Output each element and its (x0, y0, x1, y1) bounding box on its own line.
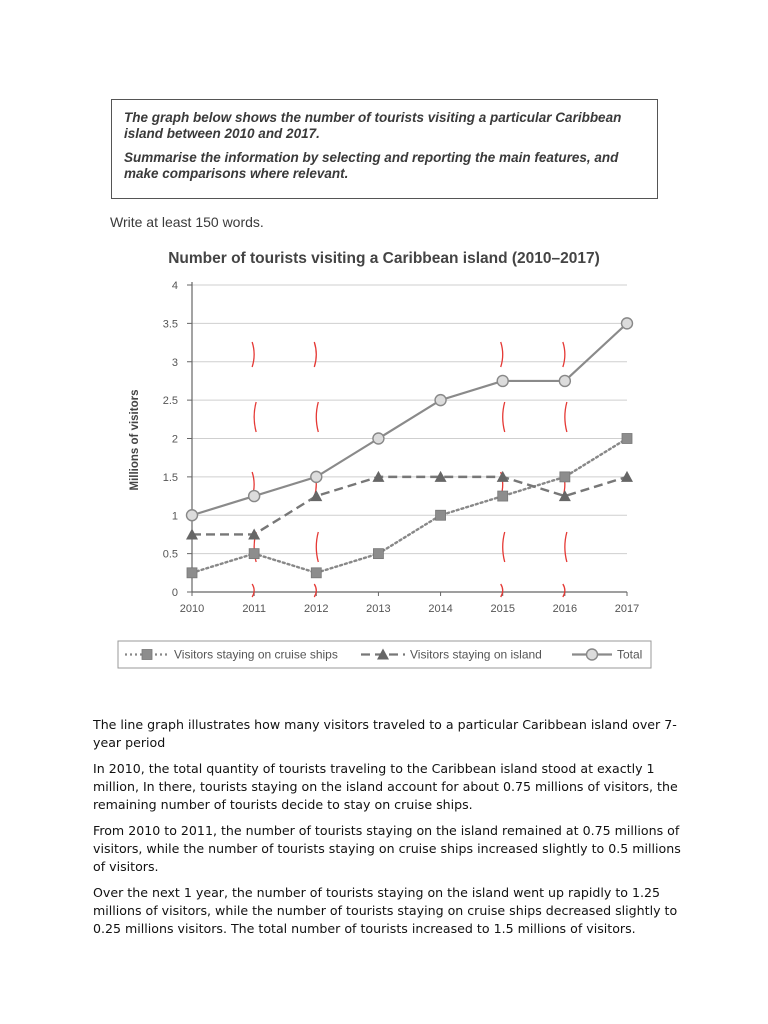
essay-paragraph: Over the next 1 year, the number of tourists staying on the island went up rapidly to 1.25 millions of visitors, while the number of tourists staying on cruise ships decreased slightly to 0.25 millions visitors. The total number of tourists increased to 1.5 millions of visitors. (93, 885, 678, 936)
x-tick-label: 2015 (490, 603, 515, 615)
series-line (192, 477, 627, 535)
task-prompt-box (111, 99, 658, 199)
annotation-mark (501, 584, 503, 597)
y-tick-label: 3.5 (162, 318, 178, 331)
data-point (622, 434, 632, 444)
data-point (311, 568, 321, 578)
chart-legend (118, 641, 651, 668)
data-point (559, 375, 570, 386)
x-tick-label: 2014 (428, 603, 453, 615)
data-point (373, 433, 384, 444)
data-point (311, 471, 322, 482)
data-point (187, 510, 198, 521)
task-description: The graph below shows the number of tourists visiting a particular Caribbean island between 2010 and 2017. (124, 110, 622, 141)
y-tick-label: 1 (171, 510, 178, 523)
data-point (310, 490, 322, 501)
series-line (192, 323, 627, 515)
data-point (436, 510, 446, 520)
annotation-mark (316, 402, 318, 432)
y-tick-label: 2 (171, 433, 178, 446)
data-point (373, 549, 383, 559)
data-point (587, 649, 598, 660)
annotation-mark (314, 584, 316, 597)
annotation-mark (563, 584, 565, 597)
data-point (249, 491, 260, 502)
data-point (142, 650, 152, 660)
annotation-mark (565, 402, 567, 432)
x-tick-label: 2013 (366, 603, 391, 615)
data-point (249, 549, 259, 559)
x-tick-label: 2016 (552, 603, 578, 615)
line-chart (0, 240, 768, 680)
annotation-mark (252, 342, 254, 367)
y-tick-label: 0 (171, 587, 178, 599)
annotation-mark (254, 402, 256, 432)
legend-label: Visitors staying on cruise ships (174, 647, 338, 662)
word-limit-note: Write at least 150 words. (110, 214, 264, 230)
y-tick-label: 0.5 (162, 548, 178, 561)
annotation-mark (565, 532, 567, 562)
annotation-mark (503, 402, 505, 432)
data-point (622, 318, 633, 329)
y-tick-label: 1.5 (162, 471, 178, 484)
data-point (497, 375, 508, 386)
essay-paragraph: The line graph illustrates how many visitors traveled to a particular Caribbean island over 7-year period (93, 717, 677, 750)
annotation-mark (501, 342, 503, 367)
annotation-mark (314, 342, 316, 367)
annotation-mark (316, 532, 318, 562)
data-point (435, 395, 446, 406)
data-point (498, 491, 508, 501)
axes (163, 280, 640, 615)
gridlines (192, 285, 627, 592)
x-tick-label: 2010 (179, 603, 205, 615)
chart-title: Number of tourists visiting a Caribbean island (2010–2017) (168, 250, 600, 267)
legend-label: Total (617, 647, 643, 662)
essay-paragraph: From 2010 to 2011, the number of tourists staying on the island remained at 0.75 millions of visitors, while the number of tourists staying on cruise ships increased slightly to 0.5 millions of visitors. (93, 823, 681, 874)
annotation-mark (503, 532, 505, 562)
annotation-mark (252, 584, 254, 597)
task-instructions: Summarise the information by selecting and reporting the main features, and make comparisons where relevant. (124, 150, 619, 181)
data-point (187, 568, 197, 578)
x-tick-label: 2012 (304, 603, 329, 615)
y-tick-label: 2.5 (162, 395, 178, 408)
data-point (560, 472, 570, 482)
essay-body (93, 716, 693, 946)
legend-label: Visitors staying on island (410, 647, 542, 662)
essay-paragraph: In 2010, the total quantity of tourists traveling to the Caribbean island stood at exactly 1 million, In there, tourists staying on the island account for about 0.75 millions of visitors, the remaining number of tourists decide to stay on cruise ships. (93, 761, 678, 812)
y-tick-label: 4 (171, 280, 178, 292)
y-axis-label: Millions of visitors (129, 389, 141, 491)
annotation-mark (563, 342, 565, 367)
y-tick-label: 3 (171, 356, 178, 369)
x-tick-label: 2017 (614, 603, 640, 615)
x-tick-label: 2011 (242, 603, 266, 615)
